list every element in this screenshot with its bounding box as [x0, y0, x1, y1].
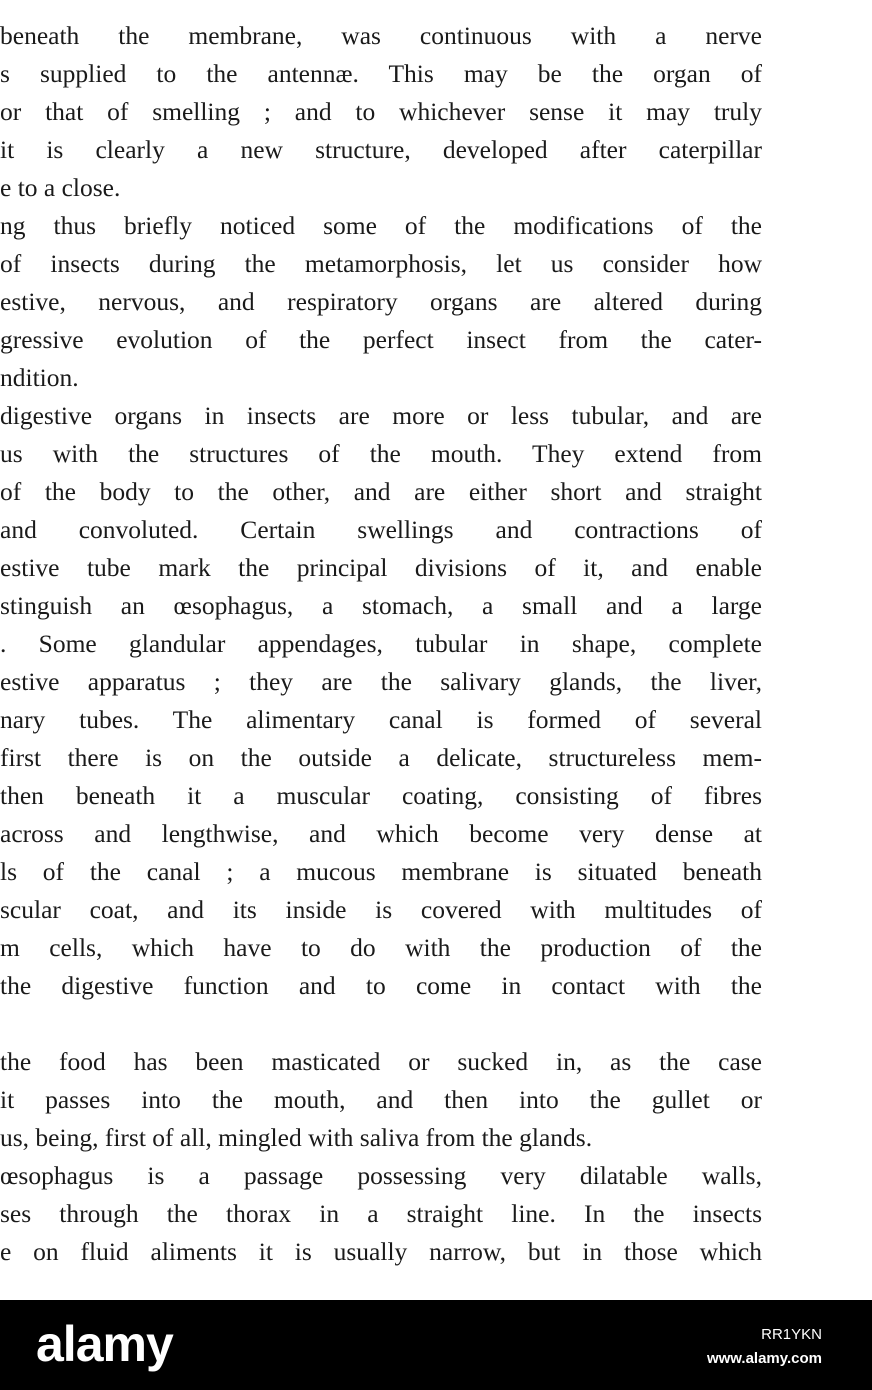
text-line: gressive evolution of the perfect insect from the cater- [0, 325, 762, 354]
site-url: www.alamy.com [706, 1350, 822, 1367]
text-line: it is clearly a new structure, developed after caterpillar [0, 135, 762, 164]
text-line: stinguish an œsophagus, a stomach, a small and a large [0, 591, 762, 620]
text-line: it passes into the mouth, and then into the gullet or [0, 1085, 762, 1114]
text-line: nary tubes. The alimentary canal is formed of several [0, 705, 762, 734]
text-line: ndition. [0, 363, 79, 392]
text-line: the food has been masticated or sucked in, as the case [0, 1047, 762, 1076]
text-line: then beneath it a muscular coating, consisting of fibres [0, 781, 762, 810]
text-line: us with the structures of the mouth. They extend from [0, 439, 762, 468]
text-line: ls of the canal ; a mucous membrane is situated beneath [0, 857, 762, 886]
text-line: scular coat, and its inside is covered with multitudes of [0, 895, 762, 924]
image-id: RR1YKN [761, 1326, 822, 1343]
text-line: estive apparatus ; they are the salivary glands, the liver, [0, 667, 762, 696]
text-line: œsophagus is a passage possessing very dilatable walls, [0, 1161, 762, 1190]
text-line: and convoluted. Certain swellings and contractions of [0, 515, 762, 544]
text-line: estive, nervous, and respiratory organs are altered during [0, 287, 762, 316]
text-line: of the body to the other, and are either short and straight [0, 477, 762, 506]
text-line: m cells, which have to do with the production of the [0, 933, 762, 962]
text-line: digestive organs in insects are more or less tubular, and are [0, 401, 762, 430]
text-line: . Some glandular appendages, tubular in shape, complete [0, 629, 762, 658]
alamy-logo: alamy [36, 1316, 173, 1372]
text-line: the digestive function and to come in contact with the [0, 971, 762, 1000]
text-line: estive tube mark the principal divisions of it, and enable [0, 553, 762, 582]
text-line [0, 1005, 762, 1043]
text-line: e to a close. [0, 173, 121, 202]
text-line: beneath the membrane, was continuous with a nerve [0, 21, 762, 50]
text-line: first there is on the outside a delicate, structureless mem- [0, 743, 762, 772]
text-line: across and lengthwise, and which become very dense at [0, 819, 762, 848]
text-line: us, being, first of all, mingled with saliva from the glands. [0, 1123, 593, 1152]
text-line: ses through the thorax in a straight line. In the insects [0, 1199, 762, 1228]
text-line: ng thus briefly noticed some of the modifications of the [0, 211, 762, 240]
watermark-footer [0, 1300, 872, 1390]
text-line: of insects during the metamorphosis, let us consider how [0, 249, 762, 278]
text-line: s supplied to the antennæ. This may be the organ of [0, 59, 762, 88]
text-line: e on fluid aliments it is usually narrow, but in those which [0, 1237, 762, 1266]
text-line: or that of smelling ; and to whichever sense it may truly [0, 97, 762, 126]
